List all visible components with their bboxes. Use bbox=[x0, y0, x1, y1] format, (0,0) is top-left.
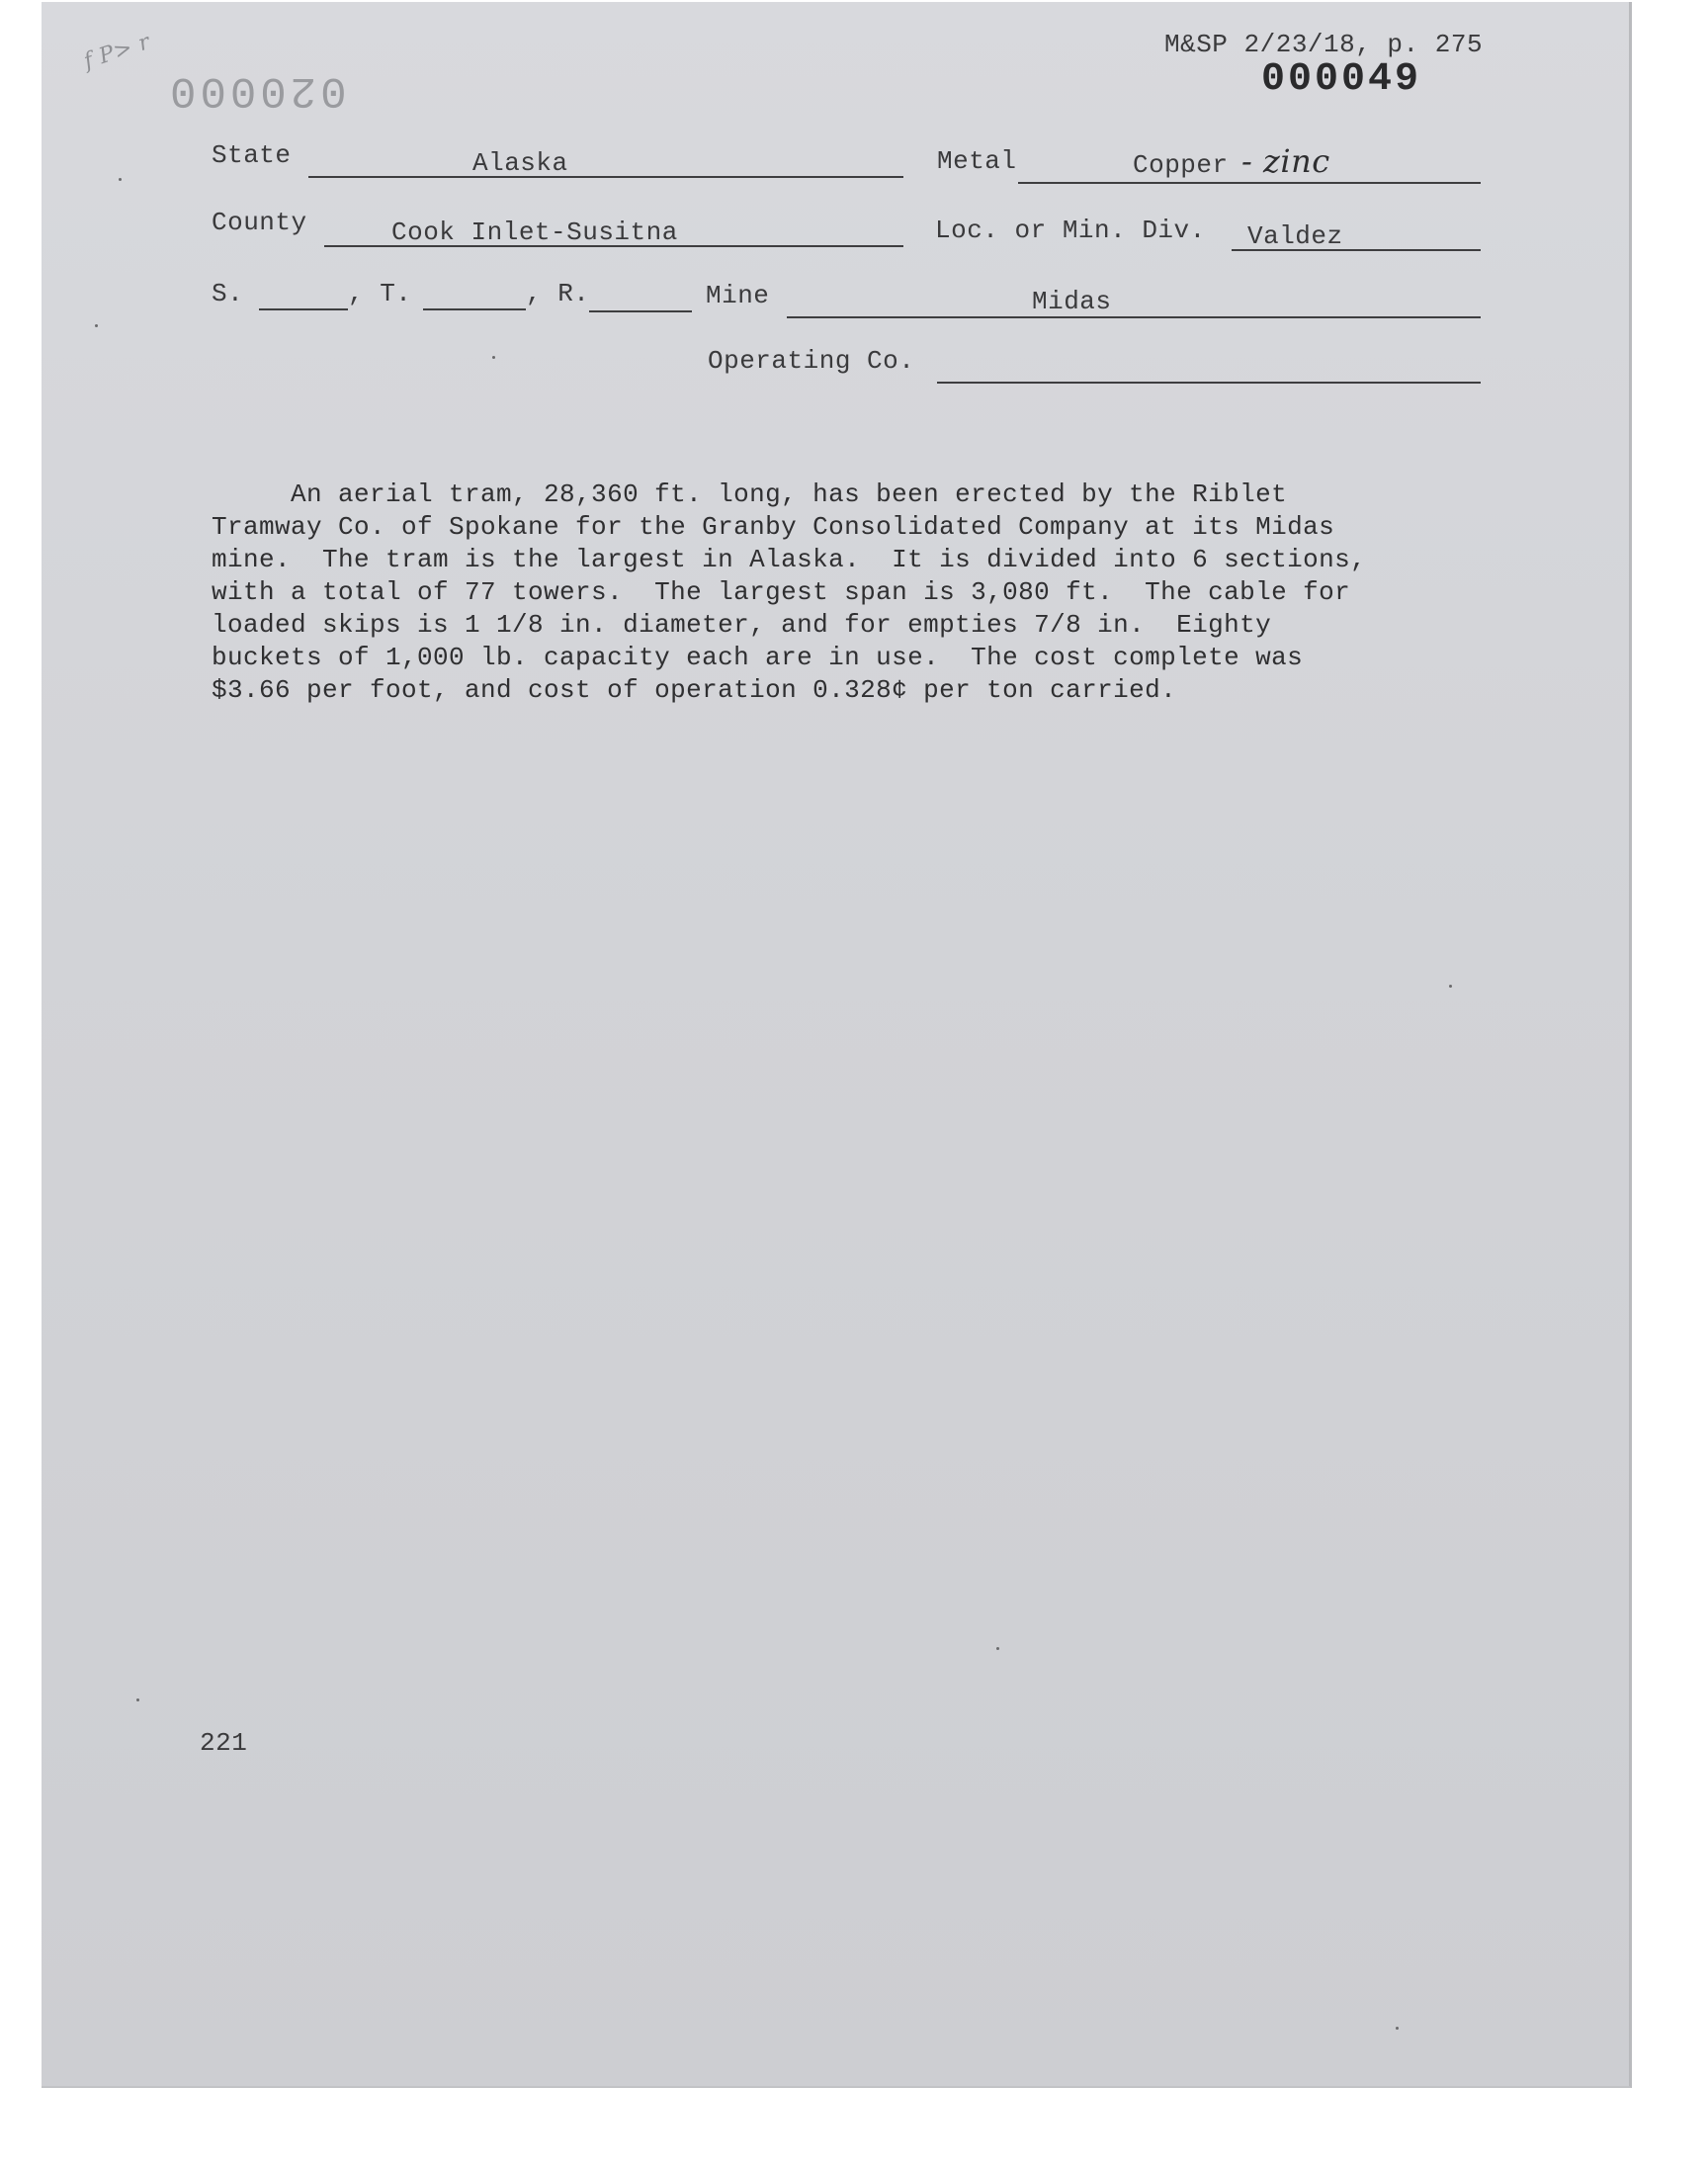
scan-speck bbox=[136, 1698, 139, 1701]
scan-speck bbox=[119, 178, 122, 181]
metal-underline bbox=[1018, 182, 1481, 184]
scan-speck bbox=[1449, 985, 1452, 988]
scan-speck bbox=[95, 324, 98, 327]
scan-speck bbox=[1396, 2027, 1399, 2030]
county-value: Cook Inlet-Susitna bbox=[391, 218, 678, 247]
loc-value: Valdez bbox=[1247, 221, 1343, 251]
mine-underline bbox=[787, 316, 1481, 318]
page-number: 221 bbox=[200, 1728, 248, 1758]
metal-label: Metal bbox=[937, 146, 1017, 176]
operating-co-label: Operating Co. bbox=[708, 346, 915, 376]
metal-handwritten-addition: - zinc bbox=[1241, 142, 1330, 180]
mine-value: Midas bbox=[1032, 287, 1112, 316]
range-label: , R. bbox=[526, 279, 590, 308]
metal-value: Copper bbox=[1133, 150, 1229, 180]
faint-pencil-mark: f P> r bbox=[80, 29, 154, 75]
state-label: State bbox=[212, 140, 292, 170]
township-label: , T. bbox=[348, 279, 412, 308]
faint-stamp-number: 020000 bbox=[166, 65, 347, 115]
mine-label: Mine bbox=[706, 281, 770, 310]
record-stamp-number: 000049 bbox=[1261, 57, 1422, 102]
scan-speck bbox=[996, 1647, 999, 1650]
range-underline bbox=[589, 310, 692, 312]
description-paragraph: An aerial tram, 28,360 ft. long, has been erected by the Riblet Tramway Co. of Spokane for the Granby Consolidated Company at its Midas mine. The tram is the largest in Alaska. It is divided into 6 sections, with a total of 77 towers. The largest span is 3,080 ft. The cable for loaded skips is 1 1/8 in. diameter, and for empties 7/8 in. Eighty buckets of 1,000 lb. capacity each are in use. The cost complete was $3.66 per foot, and cost of operation 0.328¢ per ton carried. bbox=[212, 479, 1367, 705]
operating-co-underline bbox=[937, 382, 1481, 384]
county-label: County bbox=[212, 208, 307, 237]
scan-speck bbox=[492, 356, 495, 359]
reference-citation: M&SP 2/23/18, p. 275 bbox=[1164, 30, 1484, 59]
state-underline bbox=[308, 176, 903, 178]
section-underline bbox=[259, 308, 348, 310]
index-card bbox=[42, 2, 1632, 2088]
section-label: S. bbox=[212, 279, 244, 308]
township-underline bbox=[423, 308, 526, 310]
loc-label: Loc. or Min. Div. bbox=[935, 216, 1206, 245]
state-value: Alaska bbox=[472, 148, 568, 178]
